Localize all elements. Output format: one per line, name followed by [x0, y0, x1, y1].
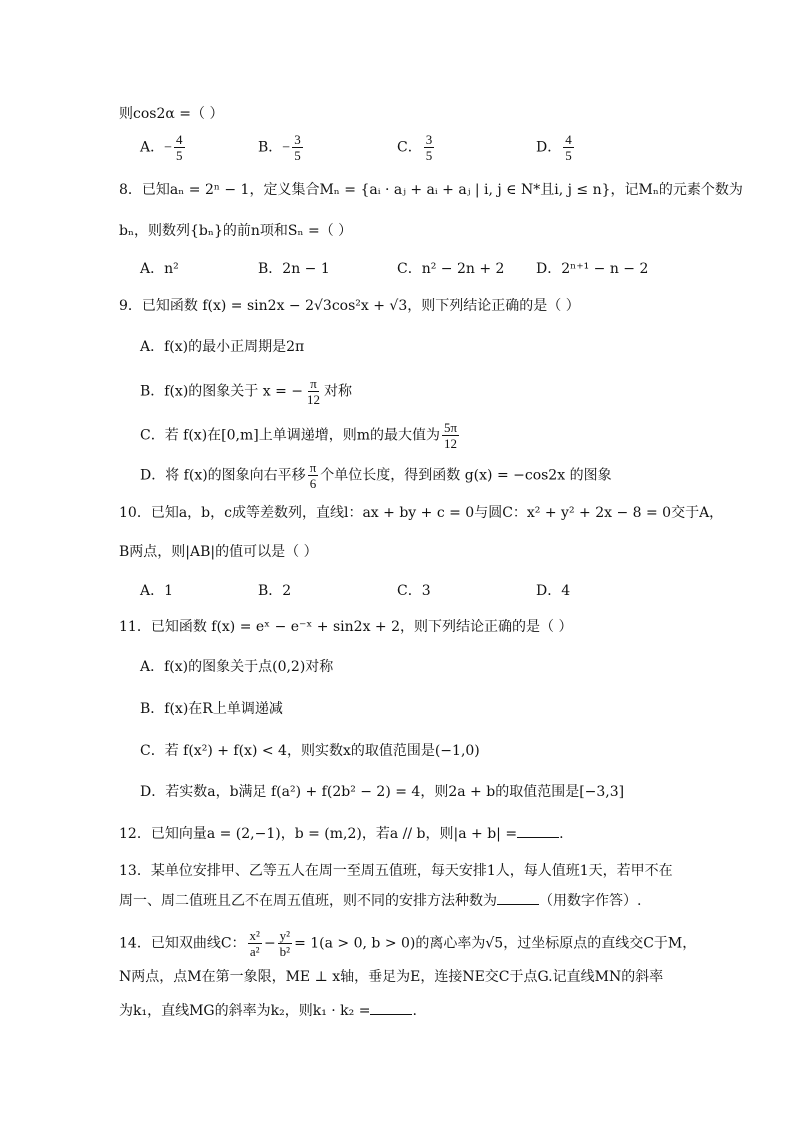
- q8-line1: 8．已知aₙ = 2ⁿ − 1，定义集合Mₙ = {aᵢ · aⱼ + aᵢ + aⱼ | i, j ∈ N*且i, j ≤ n}，记Mₙ的元素个数为: [119, 182, 743, 198]
- q10-option-a: A．1: [140, 583, 174, 599]
- answer-blank: [517, 824, 559, 838]
- q11-option-a: A．f(x)的图象关于点(0,2)对称: [140, 659, 334, 675]
- q11-option-b: B．f(x)在R上单调递减: [140, 701, 283, 717]
- q9-option-b: B．f(x)的图象关于 x = − $\frac{\pi}{12}$ 对称: [140, 376, 352, 407]
- q14-line3: 为k₁，直线MG的斜率为k₂，则k₁ · k₂ = .: [119, 1003, 417, 1019]
- q11-option-d: D．若实数a，b满足 f(a²) + f(2b² − 2) = 4，则2a + b的取值范围是[−3,3]: [140, 784, 625, 800]
- q9-option-d: D．将 f(x)的图象向右平移 $\frac{\pi}{6}$ 个单位长度，得到函数 g(x) = −cos2x 的图象: [140, 460, 612, 491]
- q8-option-c: C．n² − 2n + 2: [397, 261, 505, 277]
- q11-option-c: C．若 f(x²) + f(x) < 4，则实数x的取值范围是(−1,0): [140, 743, 480, 759]
- q9-option-a: A．f(x)的最小正周期是2π: [140, 339, 305, 355]
- q9-stem: 9．已知函数 f(x) = sin2x − 2√3cos²x + √3，则下列结论正确的是（ ）: [119, 298, 580, 314]
- q7-stem: 则cos2α =（ ）: [119, 106, 224, 122]
- q7-option-d: D． $\frac{4}{5}$: [536, 132, 572, 163]
- q10-option-c: C．3: [397, 583, 431, 599]
- q14-line1: 14．已知双曲线C： $\frac{\text{x²}}{\text{a²}}$ − $\frac{\text{y²}}{\text{b²}}$ = 1(a > 0, b > 0)的离心率为√5，过坐标原点的直线交C于M，: [119, 928, 697, 959]
- q10-option-b: B．2: [258, 583, 292, 599]
- q9-option-c: C．若 f(x)在[0,m]上单调递增，则m的最大值为 $\frac{5\pi}{12}$: [140, 420, 458, 451]
- answer-blank: [497, 891, 539, 905]
- q13-line1: 13．某单位安排甲、乙等五人在周一至周五值班，每天安排1人，每人值班1天，若甲不在: [119, 863, 673, 879]
- q14-line2: N两点，点M在第一象限，ME ⊥ x轴，垂足为E，连接NE交C于点G.记直线MN的斜率: [119, 969, 664, 985]
- answer-blank: [370, 1001, 412, 1015]
- q8-line2: bₙ，则数列{bₙ}的前n项和Sₙ =（ ）: [119, 223, 353, 239]
- q12-text: 12．已知向量a = (2,−1)，b = (m,2)，若a // b，则|a + b| = .: [119, 826, 564, 842]
- q10-line2: B两点，则|AB|的值可以是（ ）: [119, 544, 318, 560]
- q8-option-a: A．n²: [140, 261, 179, 277]
- q10-option-d: D．4: [536, 583, 571, 599]
- q8-option-b: B．2n − 1: [258, 261, 330, 277]
- q13-line2: 周一、周二值班且乙不在周五值班，则不同的安排方法种数为 （用数字作答）.: [119, 893, 642, 909]
- q7-option-a: A．− $\frac{4}{5}$: [140, 132, 183, 163]
- q10-line1: 10．已知a，b，c成等差数列，直线l：ax + by + c = 0与圆C：x² + y² + 2x − 8 = 0交于A，: [119, 505, 724, 521]
- q7-option-b: B．− $\frac{3}{5}$: [258, 132, 301, 163]
- q8-option-d: D．2ⁿ⁺¹ − n − 2: [536, 261, 649, 277]
- q7-option-c: C． $\frac{3}{5}$: [397, 132, 433, 163]
- q11-stem: 11．已知函数 f(x) = eˣ − e⁻ˣ + sin2x + 2，则下列结论正确的是（ ）: [119, 619, 573, 635]
